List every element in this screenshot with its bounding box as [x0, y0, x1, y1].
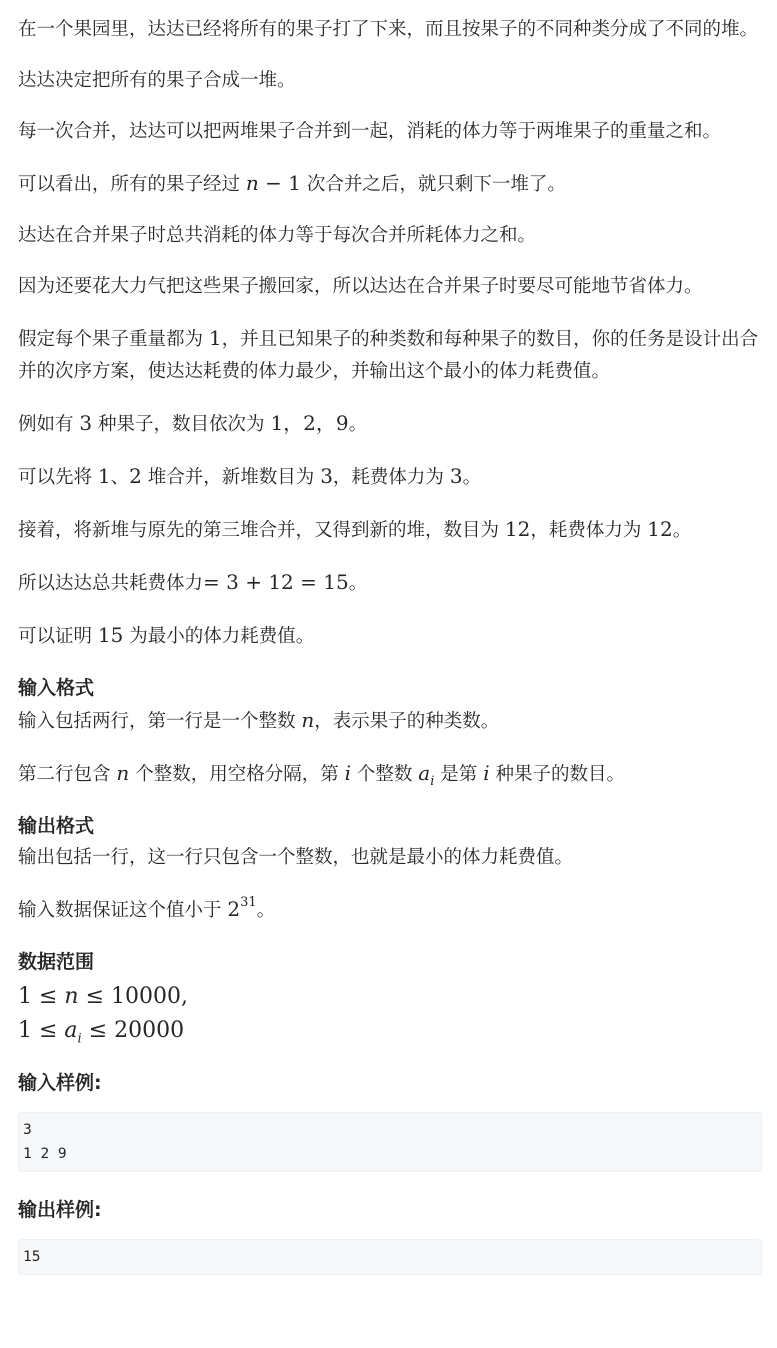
- paragraph-merge-count: 可以看出，所有的果子经过 n − 1 次合并之后，就只剩下一堆了。: [18, 171, 566, 195]
- sample-output-heading: 输出样例:: [18, 1199, 102, 1221]
- paragraph-merge-rule: 每一次合并，达达可以把两堆果子合并到一起，消耗的体力等于两堆果子的重量之和。: [18, 121, 722, 142]
- paragraph-goal: 达达决定把所有的果子合成一堆。: [18, 70, 296, 91]
- sample-input-code: 3 1 2 9: [18, 1112, 762, 1172]
- input-format-heading: 输入格式: [18, 677, 95, 699]
- paragraph-intro: 在一个果园里，达达已经将所有的果子打了下来，而且按果子的不同种类分成了不同的堆。: [18, 19, 759, 40]
- paragraph-total-cost: 达达在合并果子时总共消耗的体力等于每次合并所耗体力之和。: [18, 225, 537, 246]
- paragraph-task: 假定每个果子重量都为 1，并且已知果子的种类数和每种果子的数目，你的任务是设计出合并的次序方案，使达达耗费的体力最少，并输出这个最小的体力耗费值。: [18, 326, 759, 382]
- paragraph-example: 例如有 3 种果子，数目依次为 1，2，9。: [18, 411, 368, 435]
- paragraph-proof: 可以证明 15 为最小的体力耗费值。: [18, 623, 315, 647]
- sample-input-heading: 输入样例:: [18, 1072, 102, 1094]
- input-format-line1: 输入包括两行，第一行是一个整数 n，表示果子的种类数。: [18, 708, 500, 732]
- input-format-line2: 第二行包含 n 个整数，用空格分隔，第 i 个整数 $a_i$ 是第 i 种果子的数目。: [18, 761, 626, 789]
- problem-statement: [18, 14, 769, 1275]
- output-format-heading: 输出格式: [18, 815, 95, 837]
- data-range-heading: 数据范围: [18, 951, 95, 973]
- data-range-n: 1 ≤ n ≤ 10000,: [18, 984, 188, 1009]
- sample-output-code: 15: [18, 1239, 762, 1275]
- paragraph-example-step2: 接着，将新堆与原先的第三堆合并，又得到新的堆，数目为 12，耗费体力为 12。: [18, 517, 692, 541]
- paragraph-save-energy: 因为还要花大力气把这些果子搬回家，所以达达在合并果子时要尽可能地节省体力。: [18, 276, 703, 297]
- data-range-ai: $1 \le a_i \le 20000$: [18, 1018, 185, 1047]
- paragraph-example-step1: 可以先将 1、2 堆合并，新堆数目为 3，耗费体力为 3。: [18, 464, 482, 488]
- output-format-line2: 输入数据保证这个值小于 $2^{31}$。: [18, 895, 276, 921]
- paragraph-example-total: 所以达达总共耗费体力= 3 + 12 = 15。: [18, 570, 368, 594]
- output-format-line1: 输出包括一行，这一行只包含一个整数，也就是最小的体力耗费值。: [18, 847, 574, 868]
